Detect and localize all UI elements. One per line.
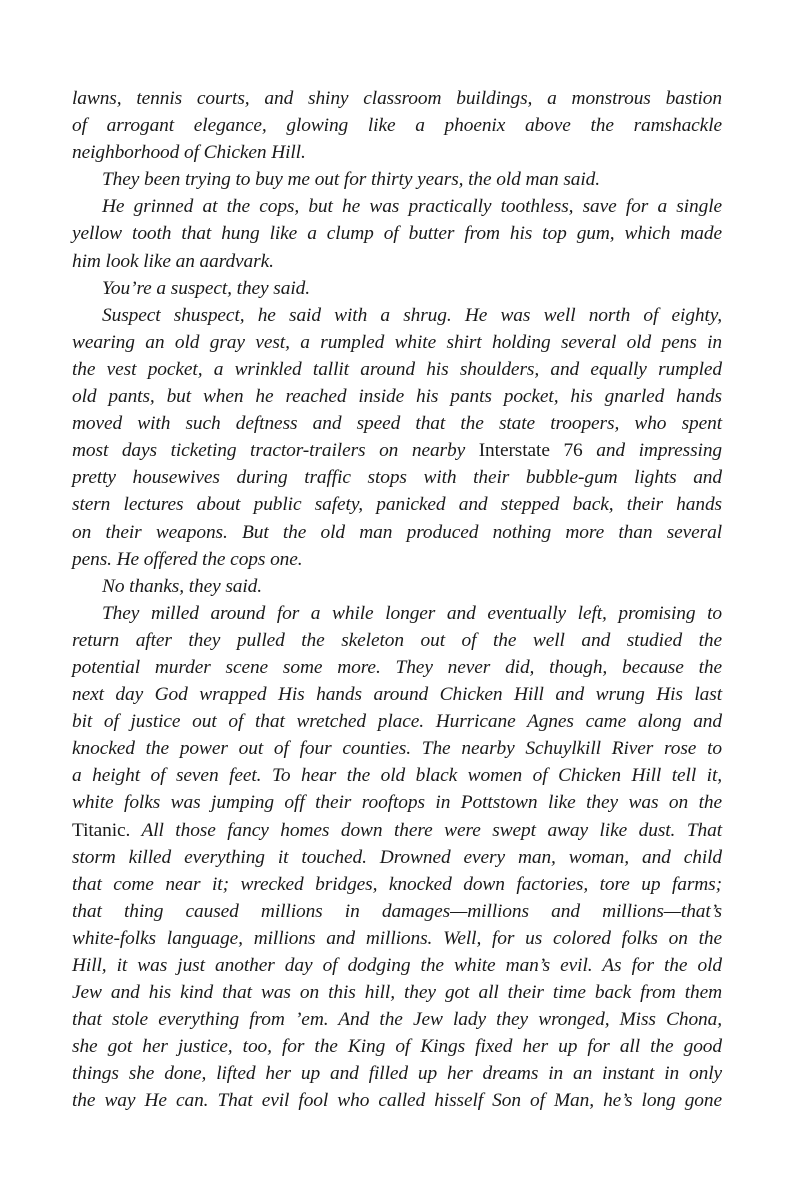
text-run: stern lectures about public safety, panicked and stepped back, their hands <box>72 494 722 516</box>
text-line <box>72 789 722 816</box>
text-run: yellow tooth that hung like a clump of butter from his top gum, which made <box>72 223 722 245</box>
text-run: All those fancy homes down there were swept away like dust. That <box>130 819 722 841</box>
paragraph <box>72 302 722 573</box>
text-run: that stole everything from ’em. And the Jew lady they wronged, Miss Chona, <box>72 1009 722 1031</box>
text-run: most days ticketing tractor-trailers on nearby <box>72 440 479 462</box>
text-run: pens. He offered the cops one. <box>72 548 303 570</box>
paragraph <box>72 600 722 1115</box>
text-run: moved with such deftness and speed that the state troopers, who spent <box>72 413 722 435</box>
text-line <box>72 1033 722 1060</box>
text-line <box>72 85 722 112</box>
text-run: knocked the power out of four counties. The nearby Schuylkill River rose to <box>72 738 722 760</box>
text-run: return after they pulled the skeleton out of the well and studied the <box>72 629 722 651</box>
text-run: storm killed everything it touched. Drowned every man, woman, and child <box>72 846 722 868</box>
text-line <box>72 193 722 220</box>
text-line <box>72 248 722 275</box>
text-line <box>72 979 722 1006</box>
text-run: They been trying to buy me out for thirty years, the old man said. <box>102 169 601 191</box>
text-run: He grinned at the cops, but he was practically toothless, save for a single <box>102 196 722 218</box>
text-run: Suspect shuspect, he said with a shrug. He was well north of eighty, <box>102 304 722 326</box>
text-line <box>72 681 722 708</box>
text-line <box>72 654 722 681</box>
text-run: the vest pocket, a wrinkled tallit around his shoulders, and equally rumpled <box>72 358 722 380</box>
text-run: the way He can. That evil fool who called hisself Son of Man, he’s long gone <box>72 1090 722 1112</box>
text-line <box>72 573 722 600</box>
text-line <box>72 708 722 735</box>
text-run: on their weapons. But the old man produced nothing more than several <box>72 521 722 543</box>
text-run: You’re a suspect, they said. <box>102 277 310 299</box>
text-run: him look like an aardvark. <box>72 250 274 272</box>
text-run: pretty housewives during traffic stops with their bubble-gum lights and <box>72 467 722 489</box>
text-line <box>72 925 722 952</box>
text-line <box>72 139 722 166</box>
paragraph <box>72 275 722 302</box>
text-run: of arrogant elegance, glowing like a phoenix above the ramshackle <box>72 115 722 137</box>
text-line <box>72 600 722 627</box>
text-run: Titanic. <box>72 819 131 841</box>
text-line <box>72 546 722 573</box>
text-line <box>72 735 722 762</box>
text-line <box>72 302 722 329</box>
text-run: white folks was jumping off their rooftops in Pottstown like they was on the <box>72 792 722 814</box>
text-line <box>72 220 722 247</box>
text-line <box>72 166 722 193</box>
text-run: No thanks, they said. <box>102 575 263 597</box>
text-run: Jew and his kind that was on this hill, they got all their time back from them <box>72 982 722 1004</box>
text-line <box>72 329 722 356</box>
text-run: neighborhood of Chicken Hill. <box>72 142 306 164</box>
text-line <box>72 762 722 789</box>
text-line <box>72 112 722 139</box>
text-line <box>72 1087 722 1114</box>
text-run: next day God wrapped His hands around Chicken Hill and wrung His last <box>72 684 722 706</box>
text-run: lawns, tennis courts, and shiny classroom buildings, a monstrous bastion <box>72 88 722 109</box>
paragraph <box>72 193 722 274</box>
text-run: white-folks language, millions and millions. Well, for us colored folks on the <box>72 927 722 949</box>
text-run: They milled around for a while longer and eventually left, promising to <box>102 602 722 624</box>
text-line <box>72 437 722 464</box>
text-run: potential murder scene some more. They never did, though, because the <box>72 656 722 678</box>
text-run: she got her justice, too, for the King of Kings fixed her up for all the good <box>72 1036 722 1058</box>
text-line <box>72 410 722 437</box>
text-line <box>72 383 722 410</box>
text-line <box>72 491 722 518</box>
text-run: bit of justice out of that wretched place. Hurricane Agnes came along and <box>72 711 722 733</box>
paragraph <box>72 573 722 600</box>
text-run: and impressing <box>582 440 723 462</box>
text-line <box>72 952 722 979</box>
text-line <box>72 519 722 546</box>
text-line <box>72 898 722 925</box>
text-line <box>72 1060 722 1087</box>
text-run: old pants, but when he reached inside his pants pocket, his gnarled hands <box>72 386 722 408</box>
text-run: Interstate 76 <box>478 440 583 462</box>
text-line <box>72 464 722 491</box>
paragraph <box>72 166 722 193</box>
text-run: that come near it; wrecked bridges, knocked down factories, tore up farms; <box>72 873 722 895</box>
text-line <box>72 844 722 871</box>
text-line <box>72 627 722 654</box>
text-run: things she done, lifted her up and filled up her dreams in an instant in only <box>72 1063 722 1085</box>
text-run: Hill, it was just another day of dodging the white man’s evil. As for the old <box>72 955 722 976</box>
text-run: a height of seven feet. To hear the old black women of Chicken Hill tell it, <box>72 765 722 787</box>
text-run: that thing caused millions in damages—millions and millions—that’s <box>72 900 722 922</box>
paragraph <box>72 85 722 166</box>
page-text <box>72 85 722 1115</box>
text-line <box>72 356 722 383</box>
text-run: wearing an old gray vest, a rumpled white shirt holding several old pens in <box>72 331 722 353</box>
text-line <box>72 871 722 898</box>
text-line <box>72 275 722 302</box>
text-line <box>72 1006 722 1033</box>
text-line <box>72 817 722 844</box>
